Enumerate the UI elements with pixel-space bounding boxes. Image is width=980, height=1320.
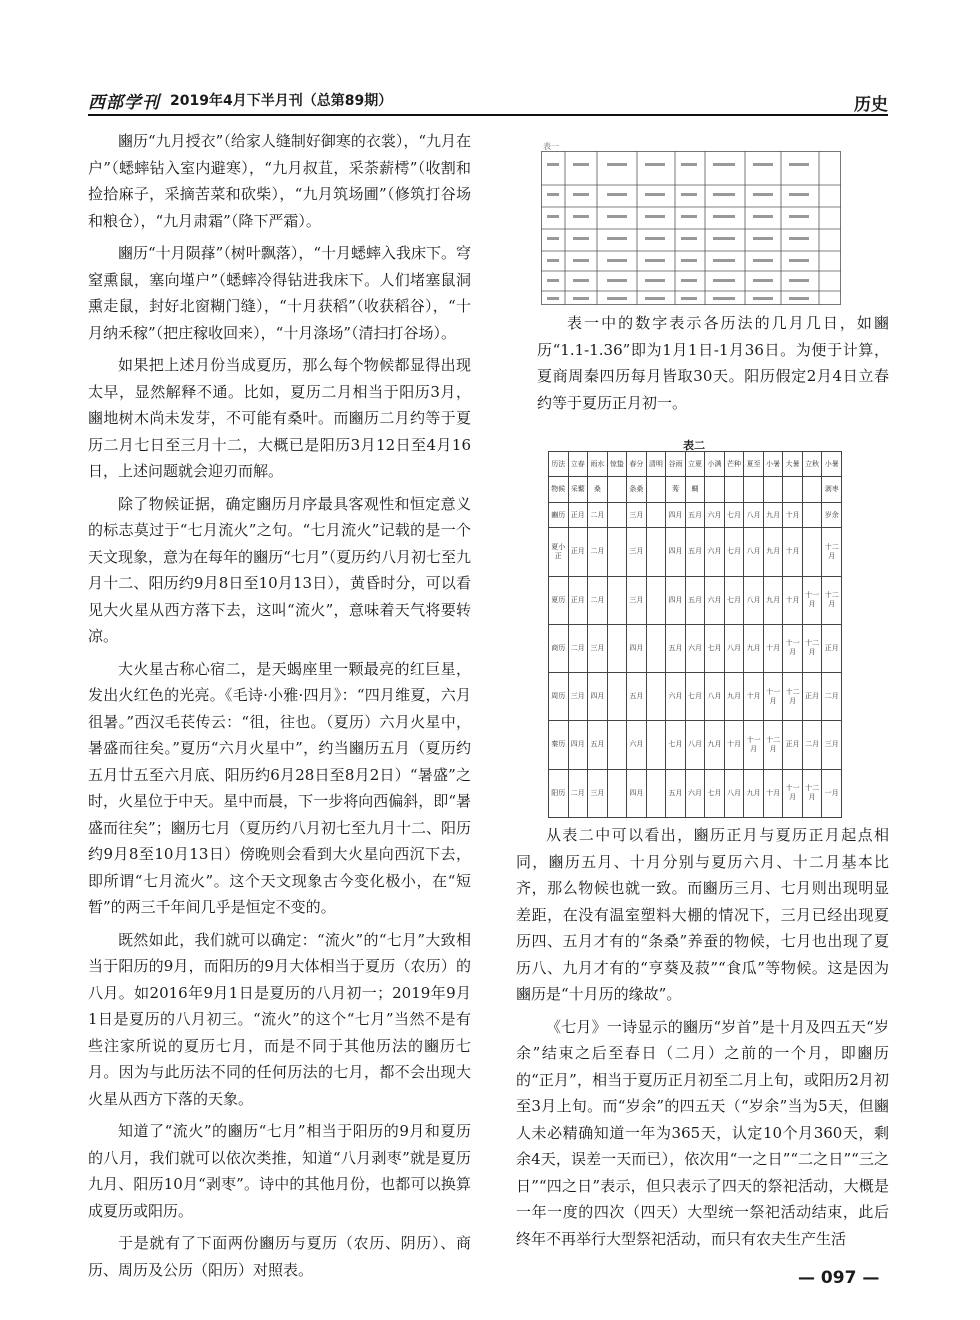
- table-row: [549, 502, 842, 527]
- table-cell: [607, 502, 627, 527]
- table-cell: 十二月: [783, 673, 803, 721]
- table-cell: 四月: [627, 769, 647, 817]
- table-cell: 春分: [627, 452, 647, 477]
- table-cell: 十二月: [763, 721, 783, 769]
- table-cell: 正月: [568, 502, 588, 527]
- table-cell: 九月: [763, 528, 783, 576]
- table-cell: 桑: [588, 477, 608, 502]
- table-cell: 正月: [822, 624, 842, 672]
- table-cell: 三月: [588, 624, 608, 672]
- table-cell: [646, 721, 666, 769]
- table-cell: 二月: [588, 502, 608, 527]
- table-cell: 立夏: [685, 452, 705, 477]
- paragraph: 从表二中可以看出，豳历正月与夏历正月起点相同，豳历五月、十月分别与夏历六月、十二月基本比齐，那么物候也就一致。而豳历三月、七月则出现明显差距，在没有温室塑料大棚的情况下，三月已经出现夏历四、五月才有的“条桑”养蚕的物候，七月也出现了夏历八、九月才有的“亨葵及菽”“食瓜”等物候。这是因为豳历是“十月历的缘故”。: [516, 826, 889, 1003]
- table-cell: 四月: [568, 721, 588, 769]
- table-cell: 豳历: [549, 502, 569, 527]
- table-cell: 蜩: [685, 477, 705, 502]
- table-cell: 夏历: [549, 576, 569, 624]
- table-cell: [763, 477, 783, 502]
- table-cell: 一月: [822, 769, 842, 817]
- table-cell: 三月: [627, 502, 647, 527]
- table-two-grid: [548, 451, 842, 818]
- table-cell: 四月: [627, 624, 647, 672]
- table-cell: 五月: [666, 624, 686, 672]
- table-row: [549, 624, 842, 672]
- table-cell: 芒种: [724, 452, 744, 477]
- table-cell: 十月: [724, 721, 744, 769]
- paragraph: 表一中的数字表示各历法的几月几日，如豳历“1.1-1.36”即为1月1日-1月36日。为便于计算，夏商周秦四历每月皆取30天。阳历假定2月4日立春约等于夏历正月初一。: [537, 314, 889, 412]
- table-cell: 二月: [588, 528, 608, 576]
- table-cell: [646, 624, 666, 672]
- table-cell: 二月: [568, 624, 588, 672]
- table-cell: 清明: [646, 452, 666, 477]
- table-cell: 六月: [666, 673, 686, 721]
- table-cell: [646, 528, 666, 576]
- table-cell: 六月: [705, 502, 725, 527]
- table-cell: 二月: [802, 721, 822, 769]
- table-cell: 采蘩: [568, 477, 588, 502]
- table-cell: 十二月: [802, 624, 822, 672]
- table-cell: 物候: [549, 477, 569, 502]
- table-cell: [783, 477, 803, 502]
- paragraph: 于是就有了下面两份豳历与夏历（农历、阴历）、商历、周历及公历（阳历）对照表。: [88, 1234, 471, 1279]
- paragraph: 除了物候证据，确定豳历月序最具客观性和恒定意义的标志莫过于“七月流火”之句。“七月流火”记载的是一个天文现象，意为在每年的豳历“七月”（夏历约八月初七至九月十二、阳历约9月8日至10月13日），黄昏时分，可以看见大火星从西方落下去，这叫“流火”，意味着天气将要转凉。: [88, 494, 471, 645]
- header-rule: [88, 114, 888, 116]
- table-cell: 六月: [705, 528, 725, 576]
- table-cell: 小满: [705, 452, 725, 477]
- table-cell: 二月: [822, 673, 842, 721]
- table-cell: 小暑: [822, 452, 842, 477]
- table-cell: 九月: [705, 721, 725, 769]
- table-cell: 三月: [568, 673, 588, 721]
- right-column-top: [537, 310, 889, 422]
- paragraph: 豳历“九月授衣”（给家人缝制好御寒的衣裳），“九月在户”（蟋蟀钻入室内避寒），“九月叔苴，采荼薪樗”（收割和捡拾麻子，采摘苦菜和砍柴），“九月筑场圃”（修筑打谷场和粮仓），“九月肃霜”（降下严霜）。: [88, 132, 472, 230]
- table-row: [549, 528, 842, 576]
- table-cell: 五月: [627, 673, 647, 721]
- table-cell: 商历: [549, 624, 569, 672]
- table-cell: 正月: [568, 528, 588, 576]
- table-cell: 十二月: [822, 576, 842, 624]
- table-cell: 五月: [588, 721, 608, 769]
- table-cell: 正月: [802, 673, 822, 721]
- table-cell: 十二月: [802, 769, 822, 817]
- table-cell: 九月: [744, 624, 764, 672]
- table-cell: 阳历: [549, 769, 569, 817]
- table-cell: 五月: [685, 502, 705, 527]
- table-cell: 六月: [685, 769, 705, 817]
- table-cell: 惊蛰: [607, 452, 627, 477]
- table-cell: [607, 721, 627, 769]
- table-cell: 七月: [724, 528, 744, 576]
- table-cell: 八月: [724, 624, 744, 672]
- table-cell: 大暑: [783, 452, 803, 477]
- table-cell: [802, 477, 822, 502]
- paragraph: 大火星古称心宿二，是天蝎座里一颗最亮的红巨星，发出火红色的光亮。《毛诗·小雅·四月》：“四月维夏，六月徂暑。”西汉毛苌传云：“徂，往也。（夏历）六月火星中，暑盛而往矣。”夏历“六月火星中”，约当豳历五月（夏历约五月廿五至六月底、阳历约6月28日至8月2日）“暑盛”之时，火星位于中天。星中而晨，下一步将向西偏斜，即“暑盛而往矣”；豳历七月（夏历约八月初七至九月十二、阳历约9月8至10月13日）傍晚则会看到大火星向西沉下去，即所谓“七月流火”。这个天文现象古今变化极小，在“短暂”的两三千年间几乎是恒定不变的。: [88, 659, 471, 916]
- table-cell: 七月: [705, 769, 725, 817]
- table-cell: 七月: [705, 624, 725, 672]
- table-cell: 八月: [744, 528, 764, 576]
- table-cell: 立秋: [802, 452, 822, 477]
- table-cell: [607, 624, 627, 672]
- table-cell: 十一月: [763, 673, 783, 721]
- table-cell: 莠: [666, 477, 686, 502]
- table-cell: 三月: [588, 769, 608, 817]
- table-two: [548, 451, 842, 818]
- table-cell: 九月: [763, 502, 783, 527]
- table-row: [549, 452, 842, 477]
- issue-info: 2019年4月下半月刊（总第89期）: [170, 93, 393, 109]
- table-one-caption: 表一: [543, 142, 559, 151]
- table-cell: [646, 576, 666, 624]
- table-cell: 二月: [588, 576, 608, 624]
- table-cell: 二月: [568, 769, 588, 817]
- section-title: 历史: [854, 95, 888, 115]
- paragraph: 豳历“十月陨萚”（树叶飘落），“十月蟋蟀入我床下。穹窒熏鼠，塞向墐户”（蟋蟀冷得钻进我床下。人们堵塞鼠洞熏走鼠，封好北窗糊门缝），“十月获稻”（收获稻谷），“十月纳禾稼”（把庄稼收回来），“十月涤场”（清扫打谷场）。: [88, 244, 472, 342]
- table-cell: 九月: [744, 769, 764, 817]
- page-number: — 097 —: [798, 1268, 880, 1288]
- table-one-grid: [541, 151, 841, 305]
- table-cell: 十月: [744, 673, 764, 721]
- table-cell: [607, 769, 627, 817]
- table-cell: [724, 477, 744, 502]
- table-cell: 七月: [666, 721, 686, 769]
- table-cell: 八月: [705, 673, 725, 721]
- table-cell: 条桑: [627, 477, 647, 502]
- paragraph: 《七月》一诗显示的豳历“岁首”是十月及四五天“岁余”结束之后至春日（二月）之前的一个月，即豳历的“正月”，相当于夏历正月初至二月上旬，或阳历2月初至3月上旬。而“岁余”的四五天（“岁余”当为5天，但豳人未必精确知道一年为365天，认定10个月360天，剩余4天，误差一天而已），依次用“一之日”“二之日”“三之日”“四之日”表示，但只表示了四天的祭祀活动，大概是一年一度的四次（四天）大型统一祭祀活动结束，此后终年不再举行大型祭祀活动，而只有农夫生产生活: [516, 1017, 889, 1248]
- table-cell: 六月: [685, 624, 705, 672]
- table-cell: 十一月: [744, 721, 764, 769]
- table-cell: 五月: [685, 576, 705, 624]
- table-two-caption: 表二: [683, 439, 705, 452]
- table-one: [541, 141, 841, 305]
- table-cell: 十月: [763, 769, 783, 817]
- page-header: [88, 84, 888, 116]
- table-cell: 立春: [568, 452, 588, 477]
- table-row: [549, 721, 842, 769]
- table-row: [549, 477, 842, 502]
- table-cell: 四月: [666, 528, 686, 576]
- table-cell: 六月: [705, 576, 725, 624]
- table-row: [549, 673, 842, 721]
- table-cell: 八月: [744, 576, 764, 624]
- table-cell: 雨水: [588, 452, 608, 477]
- table-cell: [607, 477, 627, 502]
- table-cell: [646, 502, 666, 527]
- table-cell: 十月: [783, 502, 803, 527]
- paragraph: 如果把上述月份当成夏历，那么每个物候都显得出现太早，显然解释不通。比如，夏历二月相当于阳历3月，豳地树木尚未发芽，不可能有桑叶。而豳历二月约等于夏历二月七日至三月十二，大概已是阳历3月12日至4月16日，上述问题就会迎刃而解。: [88, 356, 471, 480]
- table-cell: 谷雨: [666, 452, 686, 477]
- table-cell: 小暑: [763, 452, 783, 477]
- table-cell: 四月: [588, 673, 608, 721]
- table-cell: 七月: [685, 673, 705, 721]
- table-cell: [802, 528, 822, 576]
- table-cell: 夏至: [744, 452, 764, 477]
- table-cell: [646, 477, 666, 502]
- table-cell: [607, 673, 627, 721]
- table-cell: [705, 477, 725, 502]
- table-cell: 八月: [744, 502, 764, 527]
- paragraph: 知道了“流火”的豳历“七月”相当于阳历的9月和夏历的八月，我们就可以依次类推，知道“八月剥枣”就是夏历九月、阳历10月“剥枣”。诗中的其他月份，也都可以换算成夏历或阳历。: [88, 1122, 471, 1220]
- table-cell: 十二月: [822, 528, 842, 576]
- paragraph: 既然如此，我们就可以确定：“流火”的“七月”大致相当于阳历的9月，而阳历的9月大体相当于夏历（农历）的八月。如2016年9月1日是夏历的八月初一；2019年9月1日是夏历的八月初三。“流火”的这个“七月”当然不是有些注家所说的夏历七月，而是不同于其他历法的豳历七月。因为与此历法不同的任何历法的七月，都不会出现大火星从西方下落的天象。: [88, 930, 471, 1108]
- table-cell: 四月: [666, 576, 686, 624]
- table-cell: 八月: [685, 721, 705, 769]
- table-cell: 秦历: [549, 721, 569, 769]
- table-cell: 十月: [763, 624, 783, 672]
- table-cell: [802, 502, 822, 527]
- table-cell: 三月: [627, 528, 647, 576]
- table-cell: 三月: [822, 721, 842, 769]
- table-cell: 正月: [783, 721, 803, 769]
- table-cell: [744, 477, 764, 502]
- table-cell: 五月: [666, 769, 686, 817]
- table-cell: [607, 528, 627, 576]
- table-cell: 七月: [724, 502, 744, 527]
- right-column-bottom: [516, 822, 889, 1258]
- left-column: [88, 128, 471, 1289]
- table-cell: [646, 673, 666, 721]
- table-cell: 十一月: [802, 576, 822, 624]
- table-cell: 六月: [627, 721, 647, 769]
- table-cell: 四月: [666, 502, 686, 527]
- table-cell: 七月: [724, 576, 744, 624]
- table-cell: 十月: [783, 528, 803, 576]
- table-cell: 历法: [549, 452, 569, 477]
- journal-brand: 西部学刊: [88, 93, 160, 113]
- table-row: [549, 769, 842, 817]
- table-cell: 九月: [763, 576, 783, 624]
- table-cell: 十月: [783, 576, 803, 624]
- table-cell: 九月: [724, 673, 744, 721]
- table-cell: 三月: [627, 576, 647, 624]
- table-row: [549, 576, 842, 624]
- table-cell: 十一月: [783, 769, 803, 817]
- table-cell: 正月: [568, 576, 588, 624]
- table-cell: 五月: [685, 528, 705, 576]
- table-cell: 八月: [724, 769, 744, 817]
- table-cell: 剥枣: [822, 477, 842, 502]
- table-cell: 夏小正: [549, 528, 569, 576]
- table-cell: [607, 576, 627, 624]
- table-cell: 周历: [549, 673, 569, 721]
- table-cell: [646, 769, 666, 817]
- table-cell: 十一月: [783, 624, 803, 672]
- table-cell: 岁余: [822, 502, 842, 527]
